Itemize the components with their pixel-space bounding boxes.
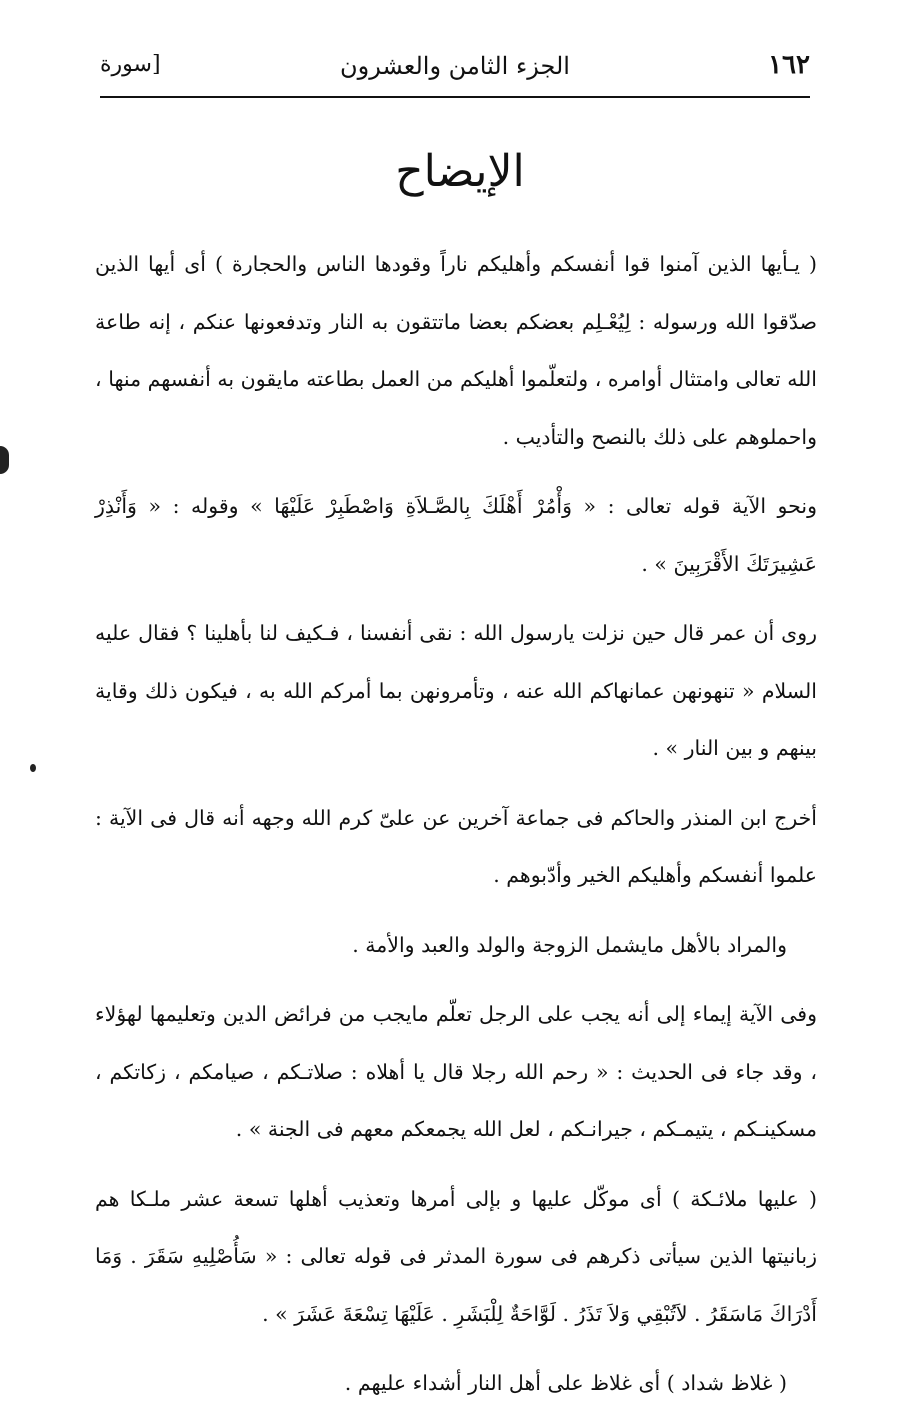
paragraph-verse-explanation: ( يـأيها الذين آمنوا قوا أنفسكم وأهليكم ناراً وقودها الناس والحجارة ) أى أيها الذين صدّقوا الله ورسوله : لِيُعْـلِم بعضكم بعضا ماتتقون به النار وتدفعونها عنكم ، إنه طاعة الله تعالى وامتثال أوامره ، ولتعلّموا أهليكم من العمل بطاعته مايقون به أنفسهم منها ، واحملوهم على ذلك بالنصح والتأديب . [95, 252, 817, 449]
running-title: الجزء الثامن والعشرون [340, 52, 570, 80]
paragraph-umar-narration: روى أن عمر قال حين نزلت يارسول الله : نقى أنفسنا ، فـكيف لنا بأهلينا ؟ فقال عليه السلام « تنهونهن عمانهاكم الله عنه ، وتأمرونهن بما أمركم الله به ، فيكون ذلك وقاية بينهم و بين النار » . [95, 621, 817, 760]
surah-label: [سورة [100, 52, 161, 77]
header-rule [100, 96, 810, 98]
scan-mark [0, 446, 9, 474]
paragraph-meaning-of-family: والمراد بالأهل مايشمل الزوجة والولد والعبد والأمة . [352, 932, 787, 957]
page-number: ١٦٢ [768, 50, 810, 80]
running-header [100, 44, 810, 98]
body-text [95, 236, 817, 1425]
scan-mark [30, 764, 36, 772]
paragraph-hadith: وفى الآية إيماء إلى أنه يجب على الرجل تعلّم مايجب من فرائض الدين وتعليمها لهؤلاء ، وقد جاء فى الحديث : « رحم الله رجلا قال يا أهلاه : صلاتـكم ، صيامكم ، زكاتكم ، مسكينـكم ، يتيمـكم ، جيرانـكم ، لعل الله يجمعكم معهم فى الجنة » . [95, 1002, 817, 1141]
paragraph-ali-report: أخرج ابن المنذر والحاكم فى جماعة آخرين عن علىّ كرم الله وجهه أنه قال فى الآية : علموا أنفسكم وأهليكم الخير وأدّبوهم . [95, 805, 817, 887]
paragraph-angels: ( عليها ملائـكة ) أى موكّل عليها و بإلى أمرها وتعذيب أهلها تسعة عشر ملـكا هم زبانيتها الذين سيأتى ذكرهم فى سورة المدثر فى قوله تعالى : « سَأُصْلِيهِ سَقَرَ . وَمَا أَدْرَاكَ مَاسَقَرُ . لاَتُبْقِي وَلاَ تَذَرُ . لَوَّاحَةٌ لِلْبَشَرِ . عَلَيْهَا تِسْعَةَ عَشَرَ » . [95, 1186, 817, 1326]
section-title: الإيضاح [395, 146, 525, 197]
paragraph-harsh-severe: ( غلاظ شداد ) أى غلاظ على أهل النار أشداء عليهم . [344, 1371, 787, 1395]
paragraph-similar-verses: ونحو الآية قوله تعالى : « وَأْمُرْ أَهْلَكَ بِالصَّـلاَةِ وَاصْطَبِرْ عَلَيْهَا » وقوله : « وَأَنْذِرْ عَشِيرَتَكَ الأَقْرَبِينَ » . [95, 494, 817, 576]
